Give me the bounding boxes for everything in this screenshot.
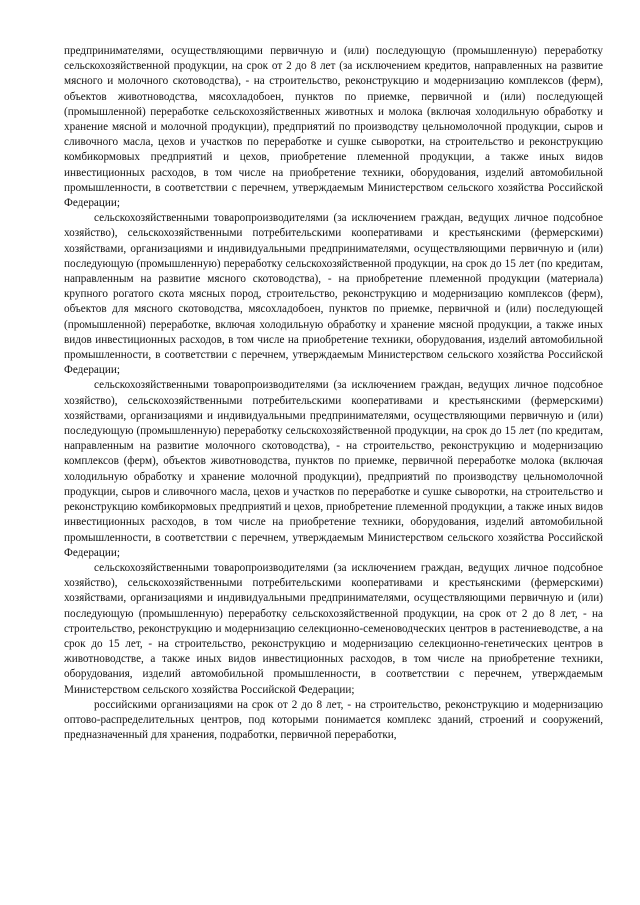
paragraph-4: сельскохозяйственными товаропроизводителями (за исключением граждан, ведущих личное подсобное хозяйство), сельскохозяйственными потребительскими кооперативами и крестьянскими (фермерскими) хозяйствами, организациями и индивидуальными предпринимателями, осуществляющими первичную и (или) последующую (промышленную) переработку сельскохозяйственной продукции, на срок от 2 до 8 лет, - на строительство, реконструкцию и модернизацию селекционно-семеноводческих центров в растениеводстве, а на срок до 15 лет, - на строительство, реконструкцию и модернизацию селекционно-генетических центров в животноводстве, а также иных видов инвестиционных расходов, в том числе на приобретение техники, оборудования, изделий автомобильной промышленности, в соответствии с перечнем, утверждаемым Министерством сельского хозяйства Российской Федерации; xyxy=(64,561,603,696)
paragraph-1: предпринимателями, осуществляющими первичную и (или) последующую (промышленную) переработку сельскохозяйственной продукции, на срок от 2 до 8 лет (за исключением кредитов, направленных на развитие мясного и молочного скотоводства), - на строительство, реконструкцию и модернизацию комплексов (ферм), объектов животноводства, мясохладобоен, пунктов по приемке, первичной и (или) последующей (промышленной) переработке сельскохозяйственных животных и молока (включая холодильную обработку и хранение мясной и молочной продукции), предприятий по производству цельномолочной продукции, сыров и сливочного масла, цехов и участков по переработке и сушке сыворотки, на строительство и реконструкцию комбикормовых предприятий и цехов, приобретение племенной продукции, а также иных видов инвестиционных расходов, в том числе на приобретение техники, оборудования, изделий автомобильной промышленности, в соответствии с перечнем, утверждаемым Министерством сельского хозяйства Российской Федерации; xyxy=(64,45,603,210)
paragraph-2: сельскохозяйственными товаропроизводителями (за исключением граждан, ведущих личное подсобное хозяйство), сельскохозяйственными потребительскими кооперативами и крестьянскими (фермерскими) хозяйствами, организациями и индивидуальными предпринимателями, осуществляющими первичную и (или) последующую (промышленную) переработку сельскохозяйственной продукции, на срок до 15 лет (по кредитам, направленным на развитие мясного скотоводства), - на приобретение племенной продукции (материала) крупного рогатого скота мясных пород, строительство, реконструкцию и модернизацию комплексов (ферм), объектов для мясного скотоводства, мясохладобоен, пунктов по приемке, первичной и (или) последующей (промышленной) переработке, включая холодильную обработку и хранение мясной продукции, а также иных видов инвестиционных расходов, в том числе на приобретение техники, оборудования, изделий автомобильной промышленности, в соответствии с перечнем, утверждаемым Министерством сельского хозяйства Российской Федерации; xyxy=(64,212,603,377)
document-page xyxy=(64,44,603,743)
paragraph-5: российскими организациями на срок от 2 до 8 лет, - на строительство, реконструкцию и модернизацию оптово-распределительных центров, под которыми понимается комплекс зданий, строений и сооружений, предназначенный для хранения, подработки, первичной переработки, xyxy=(64,698,603,742)
paragraph-3: сельскохозяйственными товаропроизводителями (за исключением граждан, ведущих личное подсобное хозяйство), сельскохозяйственными потребительскими кооперативами и крестьянскими (фермерскими) хозяйствами, организациями и индивидуальными предпринимателями, осуществляющими первичную и (или) последующую (промышленную) переработку сельскохозяйственной продукции, на срок до 15 лет (по кредитам, направленным на развитие молочного скотоводства), - на строительство, реконструкцию и модернизацию комплексов (ферм), объектов животноводства, пунктов по приемке, первичной переработке молока (включая холодильную обработку и хранение молочной продукции), предприятий по производству цельномолочной продукции, сыров и сливочного масла, цехов и участков по переработке и сушке сыворотки, на строительство и реконструкцию комбикормовых предприятий и цехов, приобретение племенной продукции, а также иных видов инвестиционных расходов, в том числе на приобретение техники, оборудования, изделий автомобильной промышленности, в соответствии с перечнем, утверждаемым Министерством сельского хозяйства Российской Федерации; xyxy=(64,379,603,559)
